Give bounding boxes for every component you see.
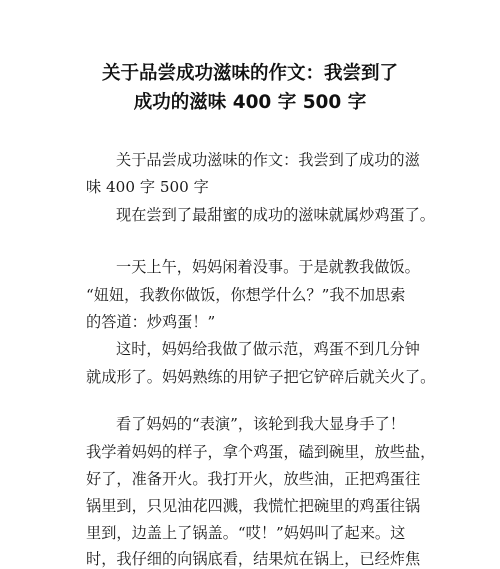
paragraph-2-line-1: 现在尝到了最甜蜜的成功的滋味就属炒鸡蛋了。 <box>116 206 435 224</box>
paragraph-5-line-1: 看了妈妈的“表演”，该轮到我大显身手了！ <box>116 415 405 433</box>
paragraph-4-line-1: 这时，妈妈给我做了做示范，鸡蛋不到几分钟 <box>116 340 420 358</box>
paragraph-1-line-1: 关于品尝成功滋味的作文：我尝到了成功的滋 <box>116 151 420 169</box>
paragraph-5-line-4: 锅里到，只见油花四溅，我慌忙把碗里的鸡蛋往锅 <box>86 497 421 515</box>
paragraph-3-line-1: 一天上午，妈妈闲着没事。于是就教我做饭。 <box>116 258 420 276</box>
paragraph-4-line-2: 就成形了。妈妈熟练的用铲子把它铲碎后就关火了。 <box>86 368 436 386</box>
paragraph-3-line-2: “妞妞，我教你做饭，你想学什么？”我不加思索 <box>86 286 406 304</box>
paragraph-5-line-2: 我学着妈妈的样子，拿个鸡蛋，磕到碗里，放些盐， <box>86 443 436 461</box>
paragraph-3-line-3: 的答道：炒鸡蛋！” <box>86 313 216 331</box>
paragraph-5-line-5: 里到，边盖上了锅盖。“哎！”妈妈叫了起来。这 <box>86 524 406 542</box>
document-title-line-1: 关于品尝成功滋味的作文：我尝到了 <box>101 63 398 84</box>
paragraph-1-line-2: 味 400 字 500 字 <box>86 178 209 196</box>
paragraph-5-line-6: 时，我仔细的向锅底看，结果炕在锅上，已经炸焦 <box>86 550 421 568</box>
paragraph-5-line-3: 好了，准备开火。我打开火，放些油，正把鸡蛋往 <box>86 470 421 488</box>
document-title-line-2: 成功的滋味 400 字 500 字 <box>133 92 367 113</box>
